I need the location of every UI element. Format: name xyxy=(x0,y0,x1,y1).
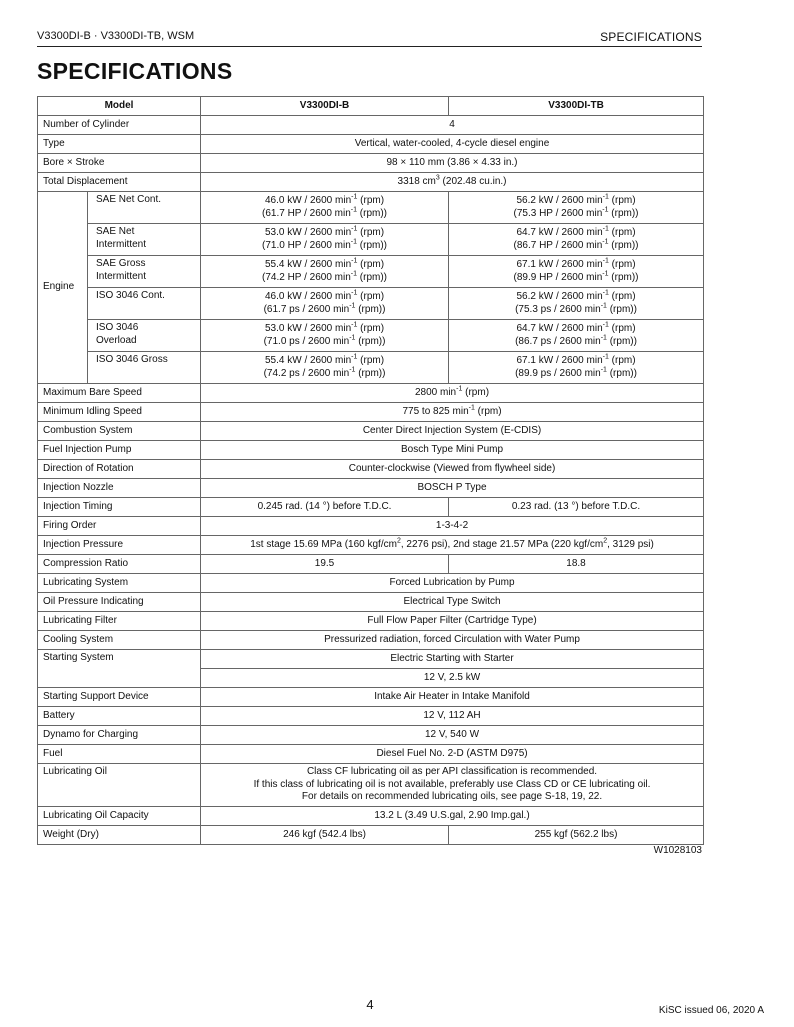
row-value: Bosch Type Mini Pump xyxy=(201,441,704,460)
column-header-model: Model xyxy=(38,97,201,116)
row-value: Electrical Type Switch xyxy=(201,593,704,612)
row-label: Injection Pressure xyxy=(38,536,201,555)
row-value-tb: 0.23 rad. (13 °) before T.D.C. xyxy=(449,498,704,517)
table-row xyxy=(38,441,704,460)
row-label: Firing Order xyxy=(38,517,201,536)
engine-value-b: 53.0 kW / 2600 $\min^{-1} (rpm)$ (71.0 HP / 2600 $\min^{-1} (rpm)$) xyxy=(201,224,449,256)
table-row xyxy=(38,745,704,764)
engine-value-tb: 56.2 kW / 2600 $\min^{-1} (rpm)$ (75.3 ps / 2600 $\min^{-1} (rpm)$) xyxy=(449,288,704,320)
row-label: Injection Nozzle xyxy=(38,479,201,498)
engine-value-b: 46.0 kW / 2600 $\min^{-1} (rpm)$ (61.7 HP / 2600 $\min^{-1} (rpm)$) xyxy=(201,192,449,224)
engine-value-tb: 67.1 kW / 2600 $\min^{-1} (rpm)$ (89.9 ps / 2600 $\min^{-1} (rpm)$) xyxy=(449,352,704,384)
table-row xyxy=(38,555,704,574)
row-value: Forced Lubrication by Pump xyxy=(201,574,704,593)
table-row xyxy=(38,764,704,807)
row-label: Combustion System xyxy=(38,422,201,441)
row-value: 12 V, 112 AH xyxy=(201,707,704,726)
table-row xyxy=(38,707,704,726)
table-row xyxy=(38,574,704,593)
engine-row xyxy=(38,320,704,352)
table-row xyxy=(38,612,704,631)
engine-rating-label: SAE Gross Intermittent xyxy=(88,256,201,288)
table-row xyxy=(38,536,704,555)
row-value: 12 V, 540 W xyxy=(201,726,704,745)
row-label: Total Displacement xyxy=(38,173,201,192)
engine-rating-label: SAE Net Intermittent xyxy=(88,224,201,256)
row-label: Lubricating Oil xyxy=(38,764,201,807)
engine-value-tb: 64.7 kW / 2600 $\min^{-1} (rpm)$ (86.7 ps / 2600 $\min^{-1} (rpm)$) xyxy=(449,320,704,352)
engine-row xyxy=(38,256,704,288)
row-label: Type xyxy=(38,135,201,154)
issue-notice: KiSC issued 06, 2020 A xyxy=(658,1005,764,1016)
row-label: Lubricating Oil Capacity xyxy=(38,807,201,826)
row-value: Pressurized radiation, forced Circulation with Water Pump xyxy=(201,631,704,650)
row-label: Dynamo for Charging xyxy=(38,726,201,745)
engine-row xyxy=(38,288,704,320)
row-value: Class CF lubricating oil as per API classification is recommended. If this class of lubricating oil is not available, preferably use Class CD or CE lubricating oil. For details on recommended lubricating oils, see page S-18, 19, 22. xyxy=(201,764,704,807)
row-label: Minimum Idling Speed xyxy=(38,403,201,422)
row-value-tb: 255 kgf (562.2 lbs) xyxy=(449,826,704,845)
table-row xyxy=(38,650,704,669)
row-value: Vertical, water-cooled, 4-cycle diesel engine xyxy=(201,135,704,154)
row-value: Electric Starting with Starter xyxy=(201,650,704,669)
engine-row xyxy=(38,352,704,384)
row-value-tb: 18.8 xyxy=(449,555,704,574)
row-label: Lubricating System xyxy=(38,574,201,593)
row-label: Compression Ratio xyxy=(38,555,201,574)
row-value-b: 246 kgf (542.4 lbs) xyxy=(201,826,449,845)
table-row xyxy=(38,422,704,441)
page-number: 4 xyxy=(366,997,374,1012)
engine-value-b: 55.4 kW / 2600 $\min^{-1} (rpm)$ (74.2 ps / 2600 $\min^{-1} (rpm)$) xyxy=(201,352,449,384)
engine-value-tb: 64.7 kW / 2600 $\min^{-1} (rpm)$ (86.7 HP / 2600 $\min^{-1} (rpm)$) xyxy=(449,224,704,256)
row-label: Oil Pressure Indicating xyxy=(38,593,201,612)
row-label: Starting System xyxy=(38,650,201,688)
row-value: Center Direct Injection System (E-CDIS) xyxy=(201,422,704,441)
row-value: 775 to 825 $\min^{-1} (rpm)$ xyxy=(201,403,704,422)
header-doc-id: V3300DI-B · V3300DI-TB, WSM xyxy=(37,30,195,42)
row-value: 1st stage 15.69 MPa (160 kgf/$cm^2$, 2276 psi), 2nd stage 21.57 MPa (220 kgf/$cm^2$, 3129 psi) xyxy=(201,536,704,555)
engine-value-tb: 67.1 kW / 2600 $\min^{-1} (rpm)$ (89.9 HP / 2600 $\min^{-1} (rpm)$) xyxy=(449,256,704,288)
row-label: Lubricating Filter xyxy=(38,612,201,631)
document-code: W1028103 xyxy=(653,845,702,856)
row-label: Cooling System xyxy=(38,631,201,650)
table-row xyxy=(38,384,704,403)
row-value: 2800 $\min^{-1} (rpm)$ xyxy=(201,384,704,403)
row-value: 13.2 L (3.49 U.S.gal, 2.90 Imp.gal.) xyxy=(201,807,704,826)
engine-value-b: 46.0 kW / 2600 $\min^{-1} (rpm)$ (61.7 ps / 2600 $\min^{-1} (rpm)$) xyxy=(201,288,449,320)
row-value: Intake Air Heater in Intake Manifold xyxy=(201,688,704,707)
engine-label: Engine xyxy=(38,192,88,384)
engine-rating-label: ISO 3046 Overload xyxy=(88,320,201,352)
row-value: 98 × 110 mm (3.86 × 4.33 in.) xyxy=(201,154,704,173)
header-section: SPECIFICATIONS xyxy=(600,30,702,44)
page-title: SPECIFICATIONS xyxy=(37,58,233,84)
engine-value-b: 53.0 kW / 2600 $\min^{-1} (rpm)$ (71.0 ps / 2600 $\min^{-1} (rpm)$) xyxy=(201,320,449,352)
row-value: Full Flow Paper Filter (Cartridge Type) xyxy=(201,612,704,631)
table-row xyxy=(38,479,704,498)
row-value: BOSCH P Type xyxy=(201,479,704,498)
table-row xyxy=(38,688,704,707)
row-value: 3318 $cm^3$ (202.48 cu.in.) xyxy=(201,173,704,192)
table-row xyxy=(38,517,704,536)
row-value-b: 19.5 xyxy=(201,555,449,574)
engine-rating-label: ISO 3046 Gross xyxy=(88,352,201,384)
row-label: Injection Timing xyxy=(38,498,201,517)
table-row xyxy=(38,631,704,650)
table-row xyxy=(38,460,704,479)
row-label: Number of Cylinder xyxy=(38,116,201,135)
row-value: Counter-clockwise (Viewed from flywheel side) xyxy=(201,460,704,479)
engine-rating-label: ISO 3046 Cont. xyxy=(88,288,201,320)
engine-value-tb: 56.2 kW / 2600 $\min^{-1} (rpm)$ (75.3 HP / 2600 $\min^{-1} (rpm)$) xyxy=(449,192,704,224)
table-row xyxy=(38,173,704,192)
row-value-b: 0.245 rad. (14 °) before T.D.C. xyxy=(201,498,449,517)
row-label: Battery xyxy=(38,707,201,726)
row-label: Fuel xyxy=(38,745,201,764)
row-value: 12 V, 2.5 kW xyxy=(201,669,704,688)
table-row xyxy=(38,807,704,826)
table-row xyxy=(38,726,704,745)
specifications-table xyxy=(37,96,704,845)
row-label: Maximum Bare Speed xyxy=(38,384,201,403)
table-row xyxy=(38,116,704,135)
table-row xyxy=(38,403,704,422)
engine-row xyxy=(38,192,704,224)
table-row xyxy=(38,498,704,517)
table-row xyxy=(38,154,704,173)
row-label: Weight (Dry) xyxy=(38,826,201,845)
engine-value-b: 55.4 kW / 2600 $\min^{-1} (rpm)$ (74.2 HP / 2600 $\min^{-1} (rpm)$) xyxy=(201,256,449,288)
table-header-row xyxy=(38,97,704,116)
engine-row xyxy=(38,224,704,256)
row-value: Diesel Fuel No. 2-D (ASTM D975) xyxy=(201,745,704,764)
table-row xyxy=(38,135,704,154)
table-row xyxy=(38,826,704,845)
row-label: Starting Support Device xyxy=(38,688,201,707)
row-value: 4 xyxy=(201,116,704,135)
engine-rating-label: SAE Net Cont. xyxy=(88,192,201,224)
column-header-v3300di-b: V3300DI-B xyxy=(201,97,449,116)
row-label: Direction of Rotation xyxy=(38,460,201,479)
table-row xyxy=(38,593,704,612)
header-divider xyxy=(37,46,702,47)
row-label: Fuel Injection Pump xyxy=(38,441,201,460)
column-header-v3300di-tb: V3300DI-TB xyxy=(449,97,704,116)
row-value: 1-3-4-2 xyxy=(201,517,704,536)
row-label: Bore × Stroke xyxy=(38,154,201,173)
